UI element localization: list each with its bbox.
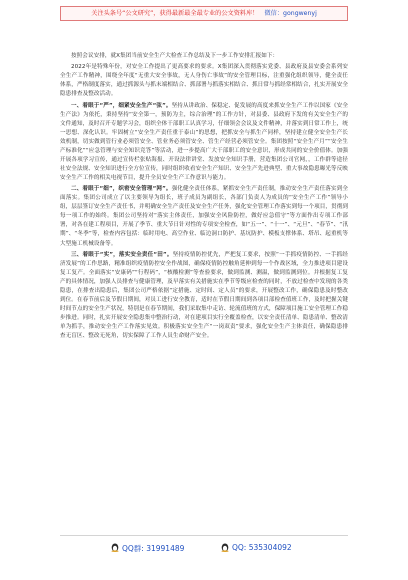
section-2-paragraph (60, 185, 348, 248)
document-body (60, 52, 348, 343)
header-banner (60, 6, 348, 21)
section-1-paragraph (60, 102, 348, 183)
banner-wechat: 微信：gongwenyj (264, 10, 317, 17)
section-1-heading: 一、着眼于“严”，细紧安全生产“弦”。 (71, 102, 172, 109)
footer-bar (60, 535, 348, 562)
qq-number: QQ: 535304092 (232, 543, 292, 552)
qq-group-number: QQ群: 31991489 (122, 544, 185, 553)
background-paragraph: 2022年是特殊年份，对安全工作提出了更高要求的要求。X集团深入贯彻落实党委、县政府及县安委会系列安全生产工作精神，围绕全年度“无重大安全事故，无人身伤亡事故”的安全管理目标，注重强化组织领导，健全责任体系，严格制度落实，通过抓源头与抓末端相结合、抓部署与抓落实相结合、抓日常与抓经常相结合，扎实开展安全隐患排查及整改活动。 (60, 64, 348, 98)
section-3-paragraph (60, 251, 348, 341)
section-3-body: 坚持疫情防控优先，严把复工要求，按照“一手抓疫情防控、一手抓经济发展”的工作思路，精准组织疫情防控安全作战图，确保疫情防控触角延伸到每一个作战区域，全力推进项目建设复工复产。全面落实“安康码”“行程码”，“核酸检测”等查验要求，做到监测、测温，做到监测到位。并根据复工复产的具体情况，加强人员排查与健康管理，及早落实有关措施实在季节等级应检查的同时，不放过检查中发现的各类隐患，在排查出隐患后，集团公司严格依据“定措施、定时间、定人员”的要求，开展整改工作，确保隐患及时整改到位。在春节前后及节假日期间，对员工进行安全教育，适时在节假日期间到各项目部检查值班工作，及时把握关键时间节点的安全生产状况，特别是在春节期间，我们采取集中走访、轮流值班的方式，保障项目施工安全管理工作稳步推进。同时，扎实开展安全隐患集中整治行动，对在建项目实行全覆盖检查，以安全责任清单、隐患清单、整改清单为抓手，推动安全生产工作落实见效。 (60, 251, 348, 331)
intro-paragraph: 按照会议安排，就X集团当前安全生产大检查工作总结及下一步工作安排汇报如下： (71, 53, 279, 59)
banner-text: 关注头条号“公文研究”，获得最新最全最专业的公文资料库！ (91, 10, 259, 17)
section-3-tail: 积极落实安全生产“一岗双责”要求，强化安全生产主体责任，确保隐患排查无盲区、整改无死角，切实保障了工作人员生命财产安全。 (60, 324, 348, 340)
section-3-heading: 三、着眼于“实”，落实安全责任“田”。 (71, 251, 173, 258)
qq-penguin-icon (110, 543, 120, 552)
qq-penguin-icon (220, 543, 230, 552)
section-2-heading: 二、着眼于“细”，织密安全管理“网”。 (71, 186, 172, 193)
section-2-body: 强化健全责任体系，紧抓安全生产责任制，推动安全生产责任落实到全面落实。集团公司成立了以主要领导为组长，班子成员为副组长，各部门负责人为成员的“安全生产工作”领导小组，层层签订安全生产责任书，并明确安全生产责任及安全生产任务，强化安全管理工作落实到每一个项目，贯彻到每一项工作的始终。集团公司坚持对“落实主体责任，加强安全风险防控，做好应急值守”等方面作出专项工作部署，对各在建工程项目，开展了季节、重大节日针对性的专项安全检查，如“五一”、“十一”、“元旦”、“春节”、“汛期”、“冬季”等，检查内容包括：临时用电、高空作业、临边洞口防护、基坑防护、模板支撑体系、塔吊、起重机等大型施工机械设备等。 (60, 186, 348, 247)
section-1-body: 坚持从讲政治、保稳定、促发展的高度来抓安全生产工作以国家《安全生产法》为依托，秉持坚持“安全第一，预防为主，综合治理”的工作方针，对县委、县政府下发的有关安全生产的文件通知，及时召开专题学习会，组织全体干部职工认真学习，仔细领会会议及文件精神，并落实到日常工作上，统一思想、深化认识。牢固树立“安全生产责任重于泰山”的思想，把抓安全与抓生产同样，坚持建立健全安全生产长效机制，切实做到管行业必须管安全、管业务必须管安全、管生产经营必须管安全。集团按照“安全生产月”“安全生产标准化”“应急管理与安全知识竞答”等活动，进一步提高广大干部职工的安全意识，形成共同的安全价值体。加强开展各项学习宣传，通过宣传栏张贴海报、开设法律讲堂、发放安全知识手册，营造集团公司官网，，工作群等途径社安全法规、安全知识进行全方位宣传，同时组织收看安全生产知识、安全生产先进典型、重大事故隐患曝光等反映安全生产工作的相关电视节目，提升全员安全生产工作意识与能力。 (60, 102, 348, 181)
